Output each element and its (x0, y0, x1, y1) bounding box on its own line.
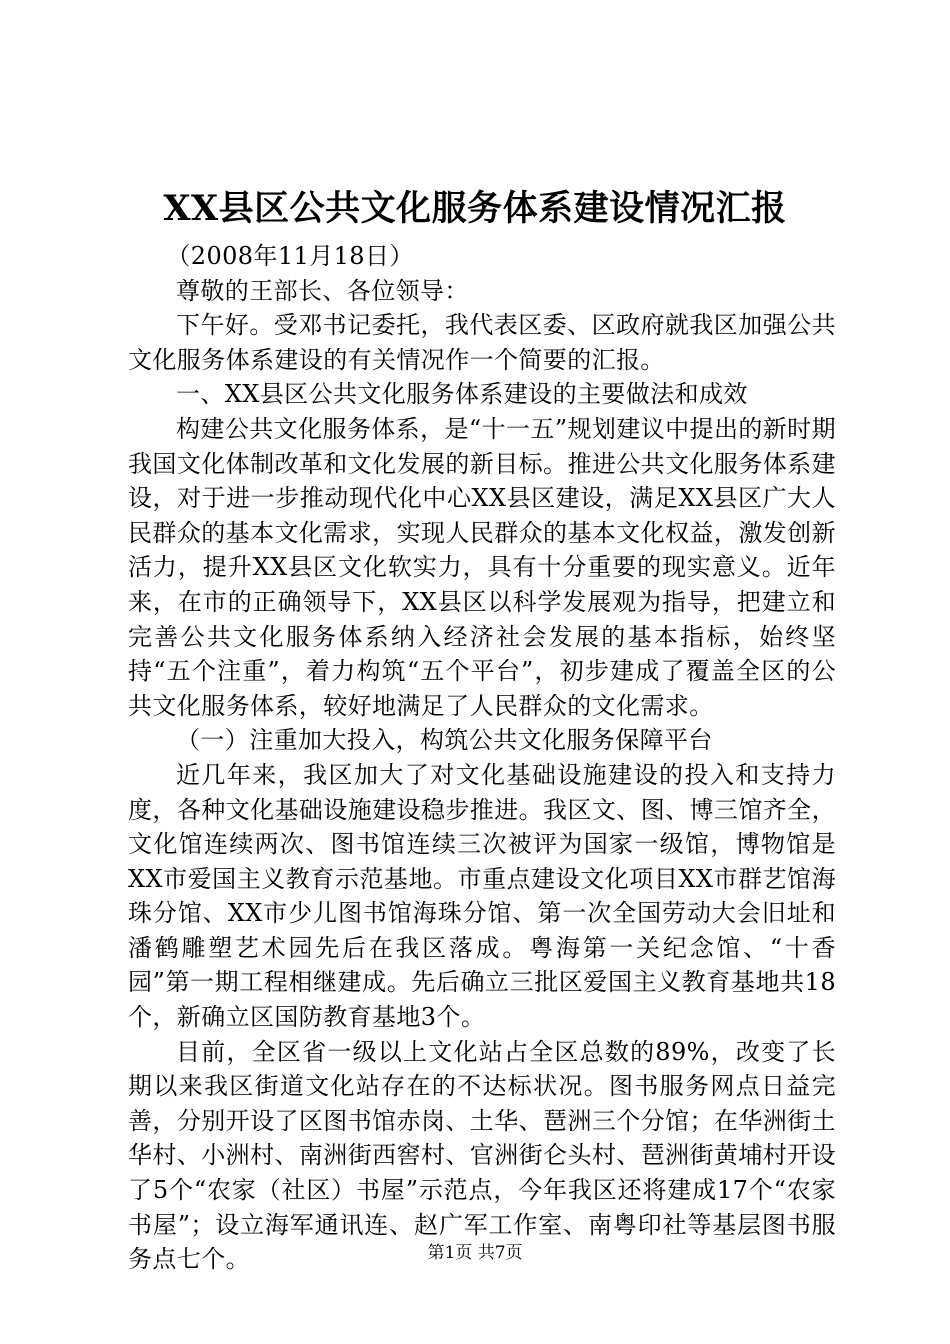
paragraph-overview: 构建公共文化服务体系，是“十一五”规划建议中提出的新时期我国文化体制改革和文化发展的新目标。推进公共文化服务体系建设，对于进一步推动现代化中心XX县区建设，满足XX县区广大人民群众的基本文化需求，实现人民群众的基本文化权益，激发创新活力，提升XX县区文化软实力，具有十分重要的现实意义。近年来，在市的正确领导下，XX县区以科学发展观为指导，把建立和完善公共文化服务体系纳入经济社会发展的基本指标，始终坚持“五个注重”，着力构筑“五个平台”，初步建成了覆盖全区的公共文化服务体系，较好地满足了人民群众的文化需求。 (128, 414, 836, 720)
page-number-footer: 第1页 共7页 (427, 1243, 523, 1263)
section-heading-1: 一、XX县区公共文化服务体系建设的主要做法和成效 (176, 380, 748, 409)
salutation: 尊敬的王部长、各位领导： (176, 276, 469, 305)
document-date: （2008年11月18日） (166, 242, 414, 270)
paragraph-current-status: 目前，全区省一级以上文化站占全区总数的89%，改变了长期以来我区街道文化站存在的不达标状况。图书服务网点日益完善，分别开设了区图书馆赤岗、土华、琶洲三个分馆；在华洲街土华村、小洲村、南洲街西窖村、官洲街仑头村、琶洲街黄埔村开设了5个“农家（社区）书屋”示范点，今年我区还将建成17个“农家书屋”；设立海军通讯连、赵广军工作室、南粤印社等基层图书服务点七个。 (128, 1037, 836, 1274)
paragraph-investment: 近几年来，我区加大了对文化基础设施建设的投入和支持力度，各种文化基础设施建设稳步推进。我区文、图、博三馆齐全，文化馆连续两次、图书馆连续三次被评为国家一级馆，博物馆是XX市爱国主义教育示范基地。市重点建设文化项目XX市群艺馆海珠分馆、XX市少儿图书馆海珠分馆、第一次全国劳动大会旧址和潘鹤雕塑艺术园先后在我区落成。粤海第一关纪念馆、“十香园”第一期工程相继建成。先后确立三批区爱国主义教育基地共18个，新确立区国防教育基地3个。 (128, 760, 836, 1032)
paragraph-intro: 下午好。受邓书记委托，我代表区委、区政府就我区加强公共文化服务体系建设的有关情况作一个简要的汇报。 (128, 311, 836, 374)
subsection-heading-1: （一）注重加大投入，构筑公共文化服务保障平台 (176, 726, 713, 755)
document-body (128, 239, 836, 1277)
document-title: XX县区公共文化服务体系建设情况汇报 (163, 188, 787, 229)
